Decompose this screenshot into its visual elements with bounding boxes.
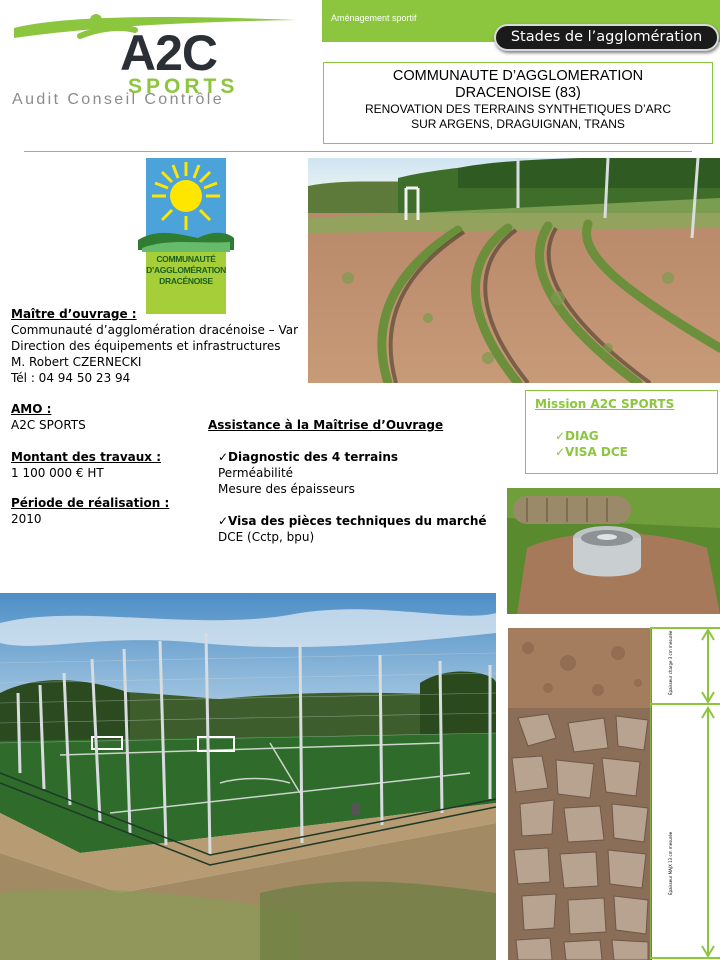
maitre-ouvrage-label: Maître d’ouvrage : [11, 307, 137, 321]
photo-drain-inspection [507, 488, 720, 614]
periode-block [11, 495, 169, 527]
logo-tagline: Audit Conseil Contrôle [12, 91, 224, 108]
section-pill: Stades de l’agglomération [494, 24, 719, 51]
mission-item-diag: ✓DIAG [555, 429, 599, 443]
task-1-line-2: Mesure des épaisseurs [218, 482, 355, 496]
client-logo-line-3: DRACÉNOISE [159, 276, 213, 286]
task-1-line-1: Perméabilité [218, 466, 294, 480]
maitre-ouvrage-block [11, 306, 298, 386]
amo-label: AMO : [11, 402, 52, 416]
photo-soil-section [508, 628, 652, 960]
maitre-line-4: Tél : 04 94 50 23 94 [11, 371, 131, 385]
photo-stadium [0, 593, 496, 960]
mission-title: Mission A2C SPORTS [535, 397, 675, 411]
client-logo-line-1: COMMUNAUTÉ [156, 254, 216, 264]
assistance-tasks [218, 449, 487, 545]
category-label: Aménagement sportif [331, 13, 417, 23]
montant-value: 1 100 000 € HT [11, 466, 104, 480]
assistance-heading: Assistance à la Maîtrise d’Ouvrage [208, 418, 444, 432]
client-logo-line-2: D’AGGLOMÉRATION [146, 265, 226, 275]
divider [24, 151, 692, 152]
maitre-line-1: Communauté d’agglomération dracénoise – Var [11, 323, 299, 337]
thickness-dimension [650, 626, 720, 960]
logo-sports: SPORTS [128, 75, 239, 98]
title-line-2: DRACENOISE (83) [455, 85, 581, 101]
title-line-4: SUR ARGENS, DRAGUIGNAN, TRANS [411, 117, 625, 131]
thickness-label-bottom: Épaisseur MAJX 13 cm mesurée [668, 831, 673, 895]
project-title-box [323, 62, 713, 144]
task-2-title: ✓Visa des pièces techniques du marché [218, 514, 487, 528]
sun-hills-icon [138, 158, 234, 314]
amo-block [11, 401, 86, 433]
logo-wordmark: A2C [120, 25, 218, 81]
thickness-label-top: Épaisseur charge 3 cm mesurée [668, 630, 673, 695]
title-line-3: RENOVATION DES TERRAINS SYNTHETIQUES D’ARC [364, 102, 672, 116]
periode-label: Période de réalisation : [11, 496, 170, 510]
task-2-line-1: DCE (Cctp, bpu) [218, 530, 315, 544]
title-line-1: COMMUNAUTE D’AGGLOMERATION [392, 68, 644, 84]
mission-box [525, 390, 718, 474]
periode-value: 2010 [11, 512, 42, 526]
task-1-title: ✓Diagnostic des 4 terrains [218, 450, 399, 464]
client-logo [138, 158, 234, 314]
a2c-sports-logo [10, 6, 300, 110]
montant-block [11, 449, 161, 481]
photo-field-trenches [308, 158, 720, 383]
amo-value: A2C SPORTS [11, 418, 86, 432]
maitre-line-3: M. Robert CZERNECKI [11, 355, 142, 369]
mission-item-visa: ✓VISA DCE [555, 445, 628, 459]
montant-label: Montant des travaux : [11, 450, 161, 464]
mission-items [555, 428, 628, 460]
maitre-line-2: Direction des équipements et infrastructures [11, 339, 281, 353]
